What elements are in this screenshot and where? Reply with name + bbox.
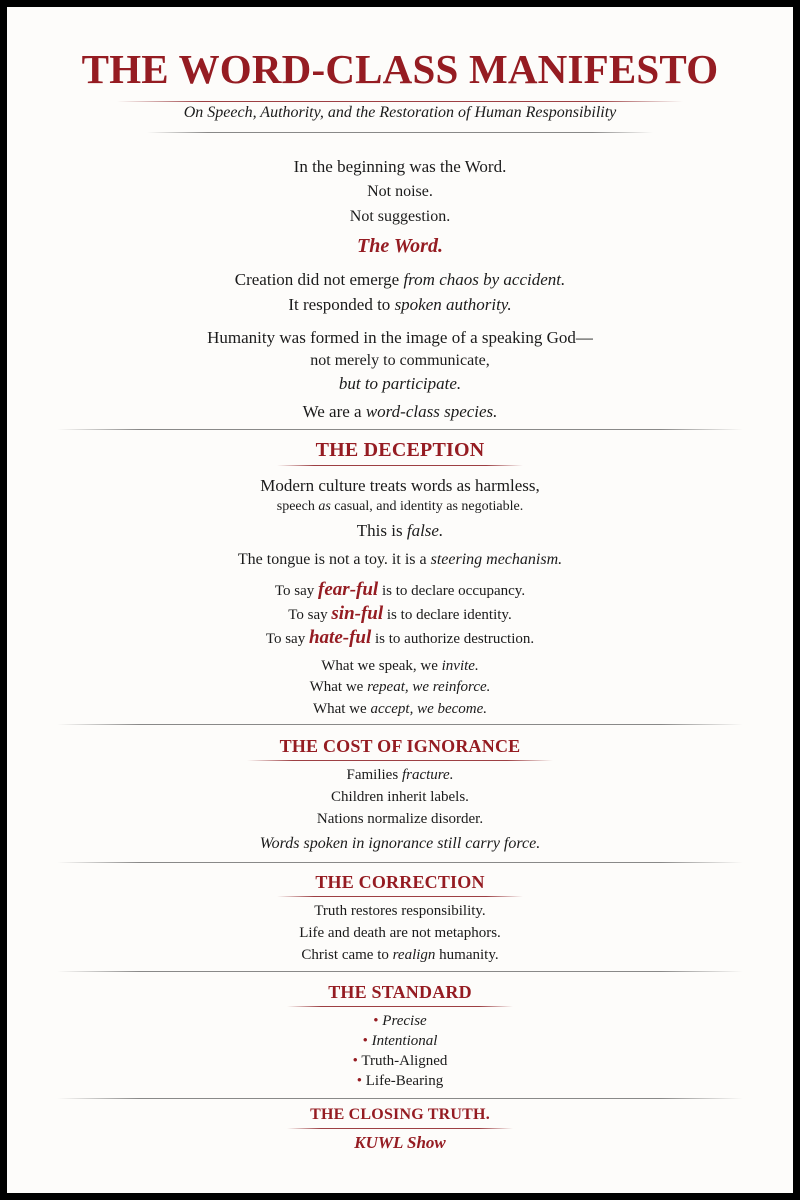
section-divider <box>57 971 743 972</box>
intro-line: Not suggestion. <box>349 208 451 225</box>
the-word-emphasis: The Word. <box>357 235 443 257</box>
bullet-icon: • <box>362 1033 368 1049</box>
heading-underline <box>277 896 523 897</box>
section-heading-cost: THE COST OF IGNORANCE <box>279 736 521 756</box>
section-divider <box>57 429 743 430</box>
cost-line: Children inherit labels. <box>331 789 469 805</box>
signature: KUWL Show <box>354 1133 446 1152</box>
standard-item: • Life-Bearing <box>356 1073 444 1089</box>
intro-line: Creation did not emerge from chaos by accident. <box>234 270 566 289</box>
deception-line: What we repeat, we reinforce. <box>309 679 491 695</box>
standard-item: • Precise <box>373 1013 427 1029</box>
deception-line: speech as casual, and identity as negotiable. <box>276 499 524 514</box>
title-divider <box>117 101 683 102</box>
correction-line: Truth restores responsibility. <box>314 903 486 919</box>
intro-line: Humanity was formed in the image of a speaking God— <box>207 328 593 347</box>
bullet-icon: • <box>356 1073 363 1089</box>
heading-underline <box>277 465 523 466</box>
intro-line: but to participate. <box>338 374 462 393</box>
heading-underline <box>247 760 553 761</box>
section-divider <box>57 1098 743 1099</box>
say-line: To say hate-ful is to authorize destruction. <box>265 627 535 648</box>
intro-line: It responded to spoken authority. <box>288 295 512 314</box>
standard-item: • Truth-Aligned <box>352 1053 448 1069</box>
say-line: To say fear-ful is to declare occupancy. <box>274 579 526 600</box>
subtitle-divider <box>147 132 653 133</box>
cost-line: Families fracture. <box>346 767 454 783</box>
correction-line: Christ came to realign humanity. <box>301 947 499 963</box>
intro-line: Not noise. <box>367 183 433 200</box>
heading-underline <box>287 1128 513 1129</box>
intro-line: not merely to communicate, <box>310 352 490 369</box>
intro-line: In the beginning was the Word. <box>293 157 507 176</box>
cost-line: Words spoken in ignorance still carry force. <box>259 835 541 852</box>
say-line: To say sin-ful is to declare identity. <box>288 603 512 624</box>
page-subtitle: On Speech, Authority, and the Restoration of Human Responsibility <box>183 104 617 121</box>
section-heading-standard: THE STANDARD <box>328 982 472 1002</box>
deception-line: The tongue is not a toy. it is a steering mechanism. <box>237 551 563 568</box>
intro-line: We are a word-class species. <box>302 402 498 421</box>
section-divider <box>57 862 743 863</box>
manifesto-poster <box>7 7 793 1193</box>
section-divider <box>57 724 743 725</box>
page-title: THE WORD-CLASS MANIFESTO <box>81 46 719 92</box>
bullet-icon: • <box>352 1053 358 1069</box>
section-heading-correction: THE CORRECTION <box>315 872 485 892</box>
deception-line: What we speak, we invite. <box>321 658 479 674</box>
correction-line: Life and death are not metaphors. <box>299 925 501 941</box>
heading-underline <box>287 1006 513 1007</box>
standard-item: • Intentional <box>362 1033 438 1049</box>
bullet-icon: • <box>373 1013 379 1029</box>
deception-line: This is false. <box>356 521 444 540</box>
deception-line: What we accept, we become. <box>312 701 488 717</box>
deception-line: Modern culture treats words as harmless, <box>260 476 540 495</box>
cost-line: Nations normalize disorder. <box>316 811 484 827</box>
section-heading-deception: THE DECEPTION <box>315 439 485 461</box>
closing-heading: THE CLOSING TRUTH. <box>310 1106 490 1123</box>
